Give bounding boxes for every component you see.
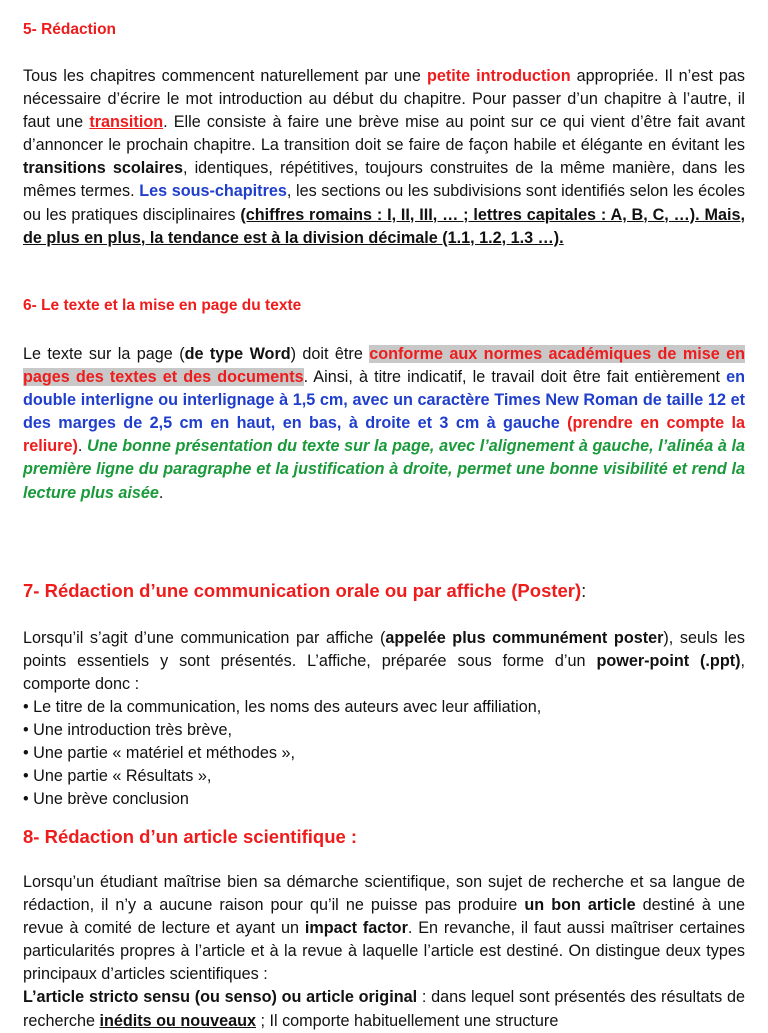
bon-article-bold: un bon article (524, 896, 636, 915)
de-type-word-bold: de type Word (184, 345, 291, 363)
inedits-bold: inédits ou nouveaux (99, 1011, 256, 1030)
section-8-heading: 8- Rédaction d’un article scientifique : (23, 826, 358, 847)
list-item: • Une brève conclusion (23, 790, 189, 809)
list-item: • Une partie « Résultats », (23, 767, 212, 786)
sous-chapitres-blue: Les sous-chapitres (139, 182, 287, 201)
section-6-heading: 6- Le texte et la mise en page du texte (23, 297, 302, 314)
academic-norms-highlight: conforme aux normes académiques de mise en pages des textes et des documents (23, 345, 746, 387)
article-original-bold: L’article stricto sensu (ou senso) ou article original (23, 988, 418, 1007)
section-7-paragraph: Lorsqu’il s’agit d’une communication par affiche (appelée plus communément poster), seuls les points essentiels y sont présentés. L’affiche, préparée sous forme d’un power-point (.ppt), comporte donc : (23, 629, 745, 694)
numbering-rules-underlined: (chiffres romains : I, II, III, … ; lettres capitales : A, B, C, …). Mais, de plus en plus, la tendance est à la division décimale (1.1, 1.2, 1.3 …). (23, 205, 745, 247)
impact-factor-bold: impact factor (304, 919, 408, 938)
formatting-spec-blue: en double interligne ou interlignage à 1,5 cm, avec un caractère Times New Roman de taille 12 et des marges de 2,5 cm en haut, en bas, à droite et 3 cm à gauche (23, 368, 745, 433)
reliure-red: (prendre en compte la reliure) (23, 414, 745, 456)
transition-highlight: transition (89, 113, 164, 132)
section-7-heading: 7- Rédaction d’une communication orale ou par affiche (Poster): (23, 580, 587, 601)
presentation-advice-green: Une bonne présentation du texte sur la page, avec l’alignement à gauche, l’alinéa à la première ligne du paragraphe et la justification à droite, permet une bonne visibilité et rend la lecture plus aisée (23, 437, 745, 502)
list-item: • Une introduction très brève, (23, 721, 233, 740)
section-8-paragraph: Lorsqu’un étudiant maîtrise bien sa démarche scientifique, son sujet de recherche et sa langue de rédaction, il n’y a aucune raison pour qu’il ne puisse pas produire un bon article destiné à une revue à comité de lecture et ayant un impact factor. En revanche, il faut aussi maîtriser certaines particularités propres à l’article et à la revue à laquelle l’article est destiné. On distingue deux types principaux d’articles scientifiques : L’article stricto sensu (ou senso) ou article original : dans lequel sont présentés des résultats de recherche inédits ou nouveaux ; Il comporte habituellement une structure (23, 873, 746, 1030)
poster-contents-list (23, 696, 745, 811)
section-6-paragraph: Le texte sur la page (de type Word) doit être conforme aux normes académiques de mise en pages des textes et des documents. Ainsi, à titre indicatif, le travail doit être fait entièrement en double interligne ou interlignage à 1,5 cm, avec un caractère Times New Roman de taille 12 et des marges de 2,5 cm en haut, en bas, à droite et 3 cm à gauche (prendre en compte la reliure). Une bonne présentation du texte sur la page, avec l’alignement à gauche, l’alinéa à la première ligne du paragraphe et la justification à droite, permet une bonne visibilité et rend la lecture plus aisée. (23, 345, 746, 502)
section-5-heading: 5- Rédaction (23, 21, 117, 38)
powerpoint-bold: power-point (.ppt) (596, 652, 741, 671)
section-5-paragraph: Tous les chapitres commencent naturellement par une petite introduction appropriée. Il n’est pas nécessaire d’écrire le mot introduction au début du chapitre. Pour passer d’un chapitre à l’autre, il faut une transition. Elle consiste à faire une brève mise au point sur ce qui vient d’être fait avant d’annoncer le prochain chapitre. La transition doit se faire de façon habile et élégante en évitant les transitions scolaires, identiques, répétitives, toujours construites de la même manière, dans les mêmes termes. Les sous-chapitres, les sections ou les subdivisions sont identifiés selon les écoles ou les pratiques disciplinaires (chiffres romains : I, II, III, … ; lettres capitales : A, B, C, …). Mais, de plus en plus, la tendance est à la division décimale (1.1, 1.2, 1.3 …). (23, 67, 746, 247)
list-item: • Une partie « matériel et méthodes », (23, 744, 296, 763)
poster-bold: appelée plus communément poster (385, 629, 664, 647)
transitions-scolaires-bold: transitions scolaires (23, 159, 184, 178)
list-item: • Le titre de la communication, les noms des auteurs avec leur affiliation, (23, 698, 542, 716)
petite-introduction-highlight: petite introduction (426, 67, 571, 85)
